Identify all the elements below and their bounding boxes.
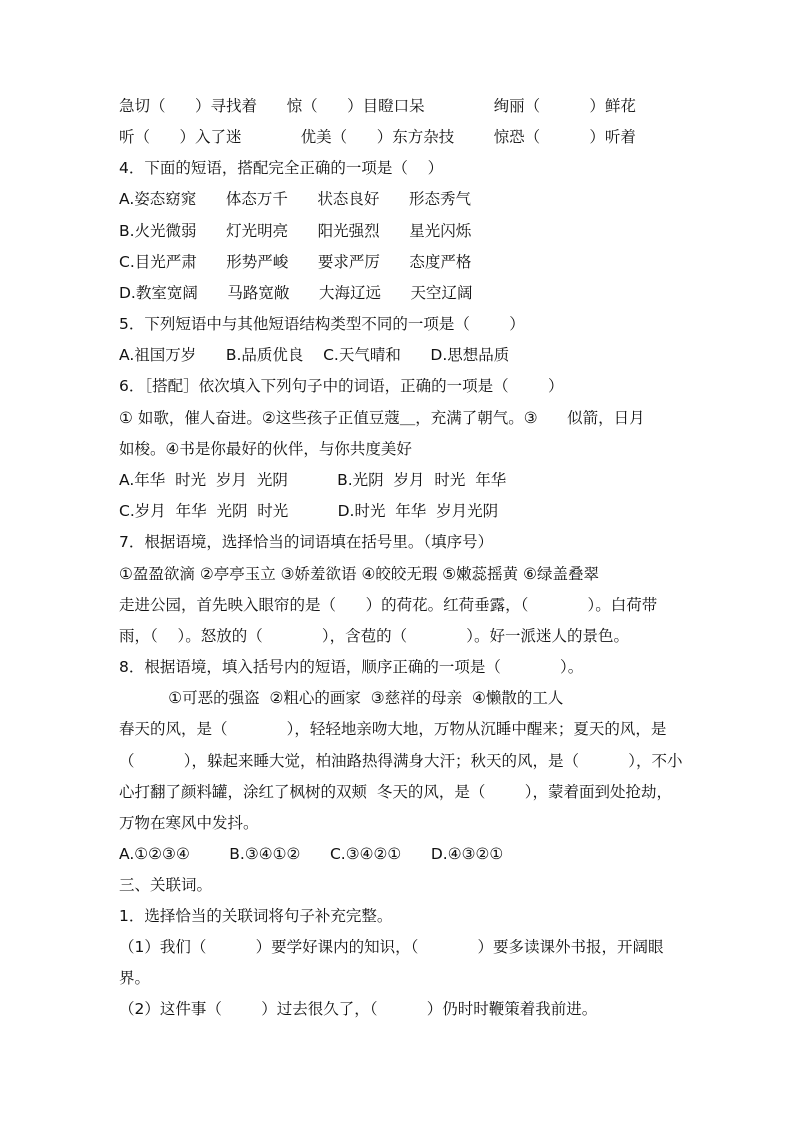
question-1-item-1-cont: 界。 [119,969,151,987]
question-7: 7．根据语境，选择恰当的词语填在括号里。（填序号） [119,533,494,551]
question-1: 1．选择恰当的关联词将句子补充完整。 [119,907,393,925]
options-6: A.年华 时光 岁月 光阴 B.光阴 岁月 时光 年华 [119,471,507,489]
option-c: C.目光严肃 形势严峻 要求严厉 态度严格 [119,253,472,271]
option-b: B.火光微弱 灯光明亮 阳光强烈 星光闪烁 [119,222,472,240]
option-d: D.教室宽阔 马路宽敞 大海辽远 天空辽阔 [119,284,473,302]
question-6-text: ① 如歌，催人奋进。②这些孩子正值豆蔻＿，充满了朝气。③ 似箭，日月 [119,409,645,427]
question-7-text: 雨，（ ）。怒放的（ ），含苞的（ ）。好一派迷人的景色。 [119,627,629,645]
question-6: 6．［搭配］依次填入下列句子中的词语，正确的一项是（ ） [119,377,564,395]
question-6-text: 如梭。④书是你最好的伙伴，与你共度美好 [119,440,412,458]
question-8-text: 心打翻了颜料罐，涂红了枫树的双颊 冬天的风，是（ ），蒙着面到处抢劫， [119,783,673,801]
text-line: 听（ ）入了迷 优美（ ）东方杂技 惊恐（ ）听着 [119,128,636,146]
question-5: 5．下列短语中与其他短语结构类型不同的一项是（ ） [119,315,525,333]
question-8-text: 春天的风，是（ ），轻轻地亲吻大地，万物从沉睡中醒来；夏天的风，是 [119,720,667,738]
options-6: C.岁月 年华 光阴 时光 D.时光 年华 岁月光阴 [119,502,499,520]
text-line: 急切（ ）寻找着 惊（ ）目瞪口呆 绚丽（ ）鲜花 [119,97,636,115]
options-8: A.①②③④ B.③④①② C.③④②① D.④③②① [119,845,504,863]
section-heading: 三、关联词。 [119,876,213,894]
question-1-item-2: （2）这件事（ ）过去很久了，（ ）仍时时鞭策着我前进。 [119,1000,598,1018]
word-choices-7: ①盈盈欲滴 ②亭亭玉立 ③娇羞欲语 ④皎皎无瑕 ⑤嫩蕊摇黄 ⑥绿盖叠翠 [119,565,600,583]
question-8: 8．根据语境，填入括号内的短语，顺序正确的一项是（ ）。 [119,658,584,676]
phrase-choices-8: ①可恶的强盗 ②粗心的画家 ③慈祥的母亲 ④懒散的工人 [119,689,564,707]
options-5: A.祖国万岁 B.品质优良 C.天气晴和 D.思想品质 [119,346,510,364]
question-8-text: 万物在寒风中发抖。 [119,814,259,832]
option-a: A.姿态窈窕 体态万千 状态良好 形态秀气 [119,190,471,208]
question-8-text: （ ），躲起来睡大觉，柏油路热得满身大汗；秋天的风，是（ ），不小 [119,752,683,770]
question-7-text: 走进公园，首先映入眼帘的是（ ）的荷花。红荷垂露，（ ）。白荷带 [119,596,658,614]
question-4: 4．下面的短语，搭配完全正确的一项是（ ） [119,159,444,177]
question-1-item-1: （1）我们（ ）要学好课内的知识，（ ）要多读课外书报，开阔眼 [119,938,664,956]
